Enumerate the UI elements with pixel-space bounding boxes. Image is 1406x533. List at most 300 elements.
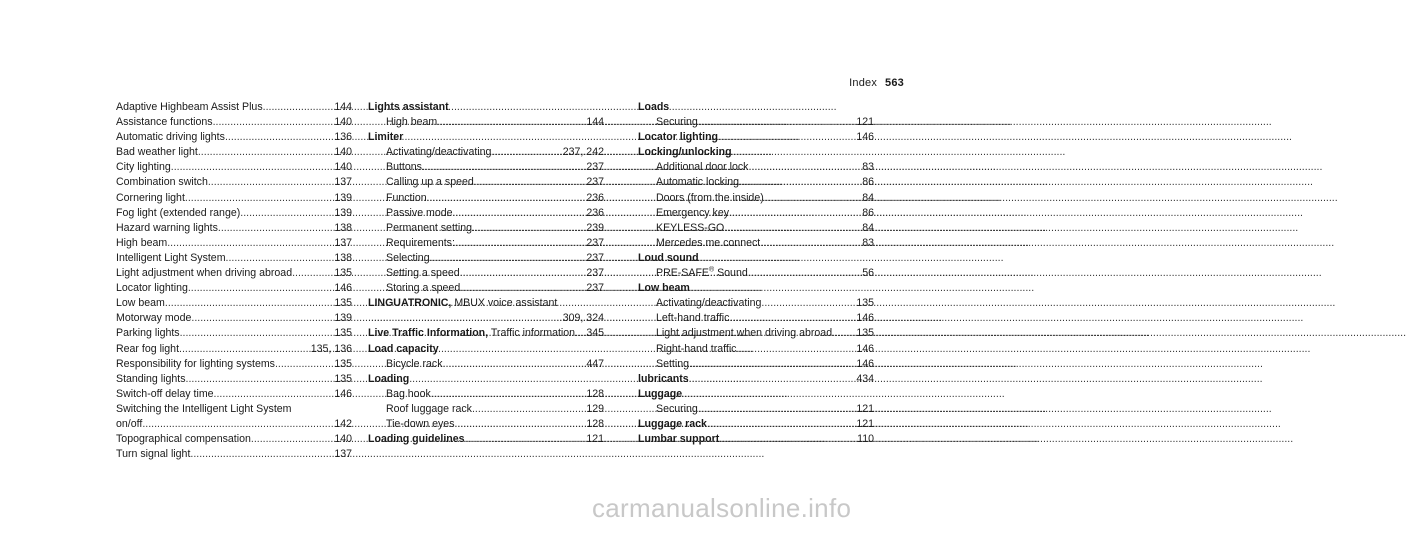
entry-term — [368, 296, 557, 311]
leader-dots — [491, 145, 559, 160]
entry-term — [656, 266, 748, 281]
entry-term — [386, 175, 474, 190]
index-entry — [368, 160, 604, 175]
leader-dots — [455, 236, 583, 251]
page-reference[interactable]: 146 — [334, 282, 352, 295]
page-reference[interactable]: 135, 136 — [310, 342, 352, 355]
page-reference[interactable]: 237 — [586, 282, 604, 295]
entry-term — [116, 160, 171, 175]
entry-term — [116, 417, 142, 432]
leader-dots — [718, 130, 853, 145]
page-reference[interactable]: 135 — [334, 327, 352, 340]
index-entry — [638, 281, 874, 296]
index-entry — [116, 191, 352, 206]
entry-term — [656, 236, 760, 251]
leader-dots — [719, 432, 854, 447]
entry-term — [116, 402, 291, 417]
entry-term — [656, 221, 724, 236]
entry-term — [638, 372, 689, 387]
page-reference[interactable]: 139 — [334, 206, 352, 219]
entry-text: Combination switch — [116, 176, 208, 189]
page-reference[interactable]: 142 — [334, 417, 352, 430]
entry-term — [386, 160, 422, 175]
leader-dots — [427, 191, 584, 206]
leader-dots — [724, 221, 859, 236]
index-entry — [116, 221, 352, 236]
leader-dots — [180, 326, 332, 341]
entry-term — [116, 100, 263, 115]
entry-text: Requirements: — [386, 236, 455, 249]
index-entry — [116, 145, 352, 160]
page-reference[interactable]: 146 — [856, 312, 874, 325]
index-entry — [638, 342, 874, 357]
page-reference[interactable]: 56 — [862, 267, 874, 280]
leader-dots — [689, 372, 854, 387]
page-reference[interactable]: 135 — [856, 327, 874, 340]
entry-text: Light adjustment when driving abroad — [116, 267, 293, 280]
index-entry — [116, 100, 352, 115]
entry-term — [638, 145, 732, 160]
entry-text: Mercedes me connect — [656, 236, 761, 249]
index-entry — [638, 115, 874, 130]
entry-term — [386, 417, 455, 432]
entry-heading: Loading — [368, 372, 410, 385]
page-reference[interactable]: 447 — [586, 357, 604, 370]
index-entry — [638, 402, 874, 417]
page-reference[interactable]: 83 — [862, 236, 874, 249]
page-reference[interactable]: 146 — [334, 387, 352, 400]
entry-text: Securing — [656, 402, 698, 415]
page-reference[interactable]: 237 — [586, 236, 604, 249]
page-reference[interactable]: 146 — [856, 131, 874, 144]
entry-term — [368, 100, 449, 115]
leader-dots — [142, 417, 331, 432]
leader-dots — [689, 357, 853, 372]
leader-dots — [213, 115, 332, 130]
entry-text: Setting — [656, 357, 689, 370]
page-reference[interactable]: 135 — [334, 267, 352, 280]
entry-term — [656, 115, 698, 130]
index-entry — [116, 372, 352, 387]
entry-term — [386, 251, 430, 266]
index-entry — [368, 387, 604, 402]
page-reference[interactable]: 140 — [334, 116, 352, 129]
page-reference[interactable]: 140 — [334, 161, 352, 174]
index-column-3 — [638, 100, 874, 447]
index-entry — [638, 266, 874, 281]
page-reference[interactable]: 86 — [862, 176, 874, 189]
index-entry — [116, 160, 352, 175]
entry-term — [386, 266, 460, 281]
page-reference[interactable]: 144 — [334, 101, 352, 113]
entry-term — [116, 281, 188, 296]
index-entry — [368, 326, 604, 341]
entry-term — [386, 145, 491, 160]
page-reference[interactable]: 236 — [586, 191, 604, 204]
entry-text: KEYLESS-GO — [656, 221, 725, 234]
leader-dots — [251, 432, 331, 447]
index-entry — [116, 311, 352, 326]
page-reference[interactable]: 146 — [856, 357, 874, 370]
entry-term — [656, 342, 736, 357]
page-reference[interactable]: 146 — [856, 342, 874, 355]
leader-dots — [240, 206, 331, 221]
entry-text: Right-hand traffic — [656, 342, 737, 355]
page-reference[interactable]: 84 — [862, 221, 874, 234]
index-entry — [116, 130, 352, 145]
entry-term — [116, 387, 214, 402]
leader-dots — [186, 372, 332, 387]
index-entry — [368, 357, 604, 372]
page-reference[interactable]: 237 — [586, 267, 604, 280]
leader-dots — [760, 236, 859, 251]
entry-term — [368, 372, 409, 387]
entry-term — [656, 191, 764, 206]
page-reference[interactable]: 237 — [586, 251, 604, 264]
entry-term — [116, 191, 185, 206]
entry-text: Additional door lock — [656, 161, 749, 174]
leader-dots — [739, 175, 859, 190]
page-number: 563 — [885, 77, 904, 89]
entry-text: Intelligent Light System — [116, 251, 226, 264]
page-reference[interactable]: 128 — [586, 387, 604, 400]
entry-heading: Loud sound — [638, 251, 699, 264]
entry-text: Switching the Intelligent Light System — [116, 402, 292, 415]
entry-term — [386, 281, 460, 296]
index-entry — [638, 221, 874, 236]
index-entry — [116, 402, 352, 417]
entry-heading: Locator lighting — [638, 131, 719, 144]
entry-heading: Luggage — [638, 387, 683, 400]
leader-dots — [214, 387, 332, 402]
index-entry — [116, 326, 352, 341]
leader-dots — [225, 130, 331, 145]
page-reference[interactable]: 86 — [862, 206, 874, 219]
entry-text: Emergency key — [656, 206, 730, 219]
leader-dots — [179, 342, 308, 357]
entry-text: Topographical compensation — [116, 433, 251, 446]
entry-text: Roof luggage rack — [386, 402, 472, 415]
index-entry — [116, 251, 352, 266]
leader-dots — [430, 251, 584, 266]
entry-text: Responsibility for lighting systems — [116, 357, 275, 370]
leader-dots — [198, 145, 331, 160]
entry-term — [638, 251, 699, 266]
leader-dots — [190, 447, 331, 462]
index-entry — [638, 145, 874, 160]
entry-text: Bicycle rack — [386, 357, 443, 370]
page-reference[interactable]: 236 — [586, 206, 604, 219]
entry-term — [116, 130, 225, 145]
entry-term — [116, 372, 186, 387]
page-reference[interactable]: 237 — [586, 161, 604, 174]
entry-text: on/off — [116, 417, 143, 430]
leader-dots — [368, 311, 560, 326]
leader-dots — [275, 357, 331, 372]
page-reference[interactable]: 137 — [334, 236, 352, 249]
index-entry — [638, 130, 874, 145]
index-entry — [638, 417, 874, 432]
entry-term — [386, 402, 472, 417]
index-entry — [368, 402, 604, 417]
index-entry — [638, 206, 874, 221]
leader-dots — [443, 357, 584, 372]
entry-term — [386, 115, 437, 130]
leader-dots — [208, 175, 331, 190]
entry-term — [656, 206, 729, 221]
index-entry — [368, 296, 604, 311]
page-reference[interactable]: 135 — [334, 357, 352, 370]
leader-dots — [748, 266, 859, 281]
index-column-2 — [368, 100, 604, 447]
entry-text: Locator lighting — [116, 282, 188, 295]
entry-term — [656, 160, 748, 175]
page-reference[interactable]: 237, 242 — [562, 146, 604, 159]
page-reference[interactable]: 83 — [862, 161, 874, 174]
entry-heading: Live Traffic Information, — [368, 327, 489, 340]
entry-text: Switch-off delay time — [116, 387, 214, 400]
entry-term — [386, 191, 427, 206]
entry-text: Calling up a speed — [386, 176, 474, 189]
entry-text: Setting a speed — [386, 267, 460, 280]
index-entry — [638, 100, 874, 115]
entry-term — [116, 236, 167, 251]
entry-term — [368, 130, 403, 145]
page-reference[interactable]: 345 — [586, 327, 604, 340]
index-entry — [116, 357, 352, 372]
index-entry — [368, 311, 604, 326]
entry-text: Permanent setting — [386, 221, 472, 234]
entry-term — [116, 251, 226, 266]
leader-dots — [729, 311, 853, 326]
entry-text: Assistance functions — [116, 116, 213, 129]
page-reference[interactable]: 237 — [586, 176, 604, 189]
index-entry — [368, 251, 604, 266]
index-entry — [368, 236, 604, 251]
entry-term — [116, 221, 218, 236]
entry-text: Activating/deactivating — [386, 146, 492, 159]
index-entry — [116, 281, 352, 296]
entry-term — [116, 342, 179, 357]
entry-text: Securing — [656, 116, 698, 129]
leader-dots — [698, 402, 854, 417]
page-reference[interactable]: 140 — [334, 146, 352, 159]
page-reference[interactable]: 121 — [856, 417, 874, 430]
index-entry — [116, 175, 352, 190]
page-reference[interactable]: 137 — [334, 448, 352, 461]
entry-term — [368, 326, 575, 341]
leader-dots — [474, 175, 584, 190]
leader-dots — [188, 281, 331, 296]
entry-term — [116, 447, 190, 462]
index-entry — [368, 206, 604, 221]
leader-dots — [460, 266, 584, 281]
page-reference[interactable]: 140 — [334, 433, 352, 446]
entry-text: Turn signal light — [116, 448, 191, 461]
entry-heading: Limiter — [368, 131, 404, 144]
page-reference[interactable]: 121 — [856, 116, 874, 129]
entry-term — [638, 130, 718, 145]
entry-term — [656, 402, 698, 417]
leader-dots — [736, 342, 853, 357]
leader-dots — [472, 402, 583, 417]
leader-dots — [575, 326, 583, 341]
index-entry — [368, 100, 604, 115]
entry-term — [656, 357, 689, 372]
entry-term — [638, 387, 682, 402]
leader-dots — [226, 251, 332, 266]
entry-term — [386, 221, 472, 236]
page-reference[interactable]: 135 — [856, 297, 874, 310]
entry-text: Left-hand traffic — [656, 312, 730, 325]
index-entry — [368, 432, 604, 447]
leader-dots — [748, 160, 859, 175]
entry-heading: Lumbar support — [638, 433, 720, 446]
index-entry — [638, 251, 874, 266]
index-entry — [116, 447, 352, 462]
leader-dots — [292, 266, 331, 281]
entry-heading: Low beam — [638, 282, 690, 295]
entry-term — [656, 175, 739, 190]
entry-term — [656, 311, 729, 326]
entry-text: Fog light (extended range) — [116, 206, 241, 219]
entry-term — [638, 100, 669, 115]
page-reference[interactable]: 129 — [586, 402, 604, 415]
index-entry — [368, 281, 604, 296]
entry-text: Standing lights — [116, 372, 186, 385]
index-entry — [638, 160, 874, 175]
entry-heading: LINGUATRONIC, — [368, 297, 452, 310]
entry-term — [116, 115, 213, 130]
index-entry — [116, 266, 352, 281]
entry-term — [116, 206, 240, 221]
entry-term — [116, 432, 251, 447]
index-entry — [368, 130, 604, 145]
index-entry — [638, 372, 874, 387]
page-reference[interactable]: 128 — [586, 417, 604, 430]
index-entry — [368, 342, 604, 357]
index-entry — [368, 115, 604, 130]
entry-term — [116, 296, 165, 311]
entry-heading: Luggage rack — [638, 417, 707, 430]
leader-dots — [761, 296, 853, 311]
entry-text: Adaptive Highbeam Assist Plus — [116, 101, 263, 113]
leader-dots — [472, 221, 583, 236]
leader-dots — [422, 160, 583, 175]
page-reference[interactable]: 144 — [586, 116, 604, 129]
page-reference[interactable]: 135 — [334, 297, 352, 310]
entry-text: City lighting — [116, 161, 171, 174]
entry-term — [116, 175, 208, 190]
entry-heading: Loads — [638, 101, 670, 113]
entry-heading: Locking/unlocking — [638, 146, 732, 159]
index-entry — [368, 191, 604, 206]
entry-term — [656, 296, 761, 311]
page-reference[interactable]: 137 — [334, 176, 352, 189]
page-reference[interactable]: 135 — [334, 372, 352, 385]
index-entry — [638, 432, 874, 447]
entry-text: Storing a speed — [386, 282, 461, 295]
entry-term — [386, 387, 431, 402]
page-reference[interactable]: 138 — [334, 221, 352, 234]
page-reference[interactable]: 434 — [856, 372, 874, 385]
entry-text: Activating/deactivating — [656, 297, 762, 310]
index-entry — [638, 191, 874, 206]
index-entry — [116, 236, 352, 251]
entry-text: High beam — [116, 236, 168, 249]
index-entry — [638, 175, 874, 190]
page-reference[interactable]: 309, 324 — [562, 312, 604, 325]
page-reference[interactable]: 139 — [334, 191, 352, 204]
entry-text: Low beam — [116, 297, 165, 310]
entry-term — [116, 357, 275, 372]
entry-text: Automatic locking — [656, 176, 740, 189]
entry-text: Hazard warning lights — [116, 221, 218, 234]
index-entry — [116, 387, 352, 402]
page-reference[interactable]: 121 — [586, 433, 604, 446]
entry-term — [116, 311, 191, 326]
index-entry — [368, 175, 604, 190]
entry-text: Function — [386, 191, 427, 204]
index-entry — [638, 236, 874, 251]
section-title: Index — [849, 77, 878, 89]
entry-text: Tie-down eyes — [386, 417, 455, 430]
page-reference[interactable]: 136 — [334, 131, 352, 144]
leader-dots — [167, 236, 331, 251]
entry-text: Passive mode — [386, 206, 453, 219]
entry-heading: Load capacity — [368, 342, 439, 355]
index-entry — [368, 221, 604, 236]
entry-heading: Lights assistant — [368, 101, 449, 113]
page-reference[interactable]: 138 — [334, 251, 352, 264]
entry-text: Bad weather light — [116, 146, 198, 159]
entry-text: High beam — [386, 116, 438, 129]
index-entry — [116, 206, 352, 221]
index-column-1 — [116, 100, 352, 462]
leader-dots — [191, 311, 331, 326]
leader-dots — [453, 206, 584, 221]
page-reference[interactable]: 121 — [856, 402, 874, 415]
page-reference[interactable]: 110 — [857, 433, 874, 446]
entry-term — [638, 432, 719, 447]
entry-heading: lubricants — [638, 372, 689, 385]
entry-text: Traffic information — [488, 327, 576, 340]
entry-text: Bag hook — [386, 387, 431, 400]
entry-text: Motorway mode — [116, 312, 192, 325]
page-header — [849, 77, 904, 89]
entry-term — [116, 266, 292, 281]
leader-dots — [460, 281, 583, 296]
index-entry — [116, 115, 352, 130]
entry-text: PRE-SAFE® Sound — [656, 266, 748, 280]
leader-dots — [729, 206, 859, 221]
page-reference[interactable]: 239 — [586, 221, 604, 234]
leader-dots — [465, 432, 584, 447]
entry-text: Light adjustment when driving abroad — [656, 327, 833, 340]
index-entry — [368, 372, 604, 387]
page-reference[interactable]: 84 — [862, 191, 874, 204]
entry-text: MBUX voice assistant — [451, 297, 558, 310]
watermark-text: carmanualsonline.info — [592, 493, 852, 523]
index-entry — [116, 417, 352, 432]
leader-dots — [263, 100, 332, 115]
page-reference[interactable]: 139 — [334, 312, 352, 325]
index-entry — [368, 266, 604, 281]
entry-term — [116, 326, 180, 341]
leader-dots — [455, 417, 584, 432]
entry-text: Doors (from the inside) — [656, 191, 764, 204]
entry-term — [638, 281, 690, 296]
